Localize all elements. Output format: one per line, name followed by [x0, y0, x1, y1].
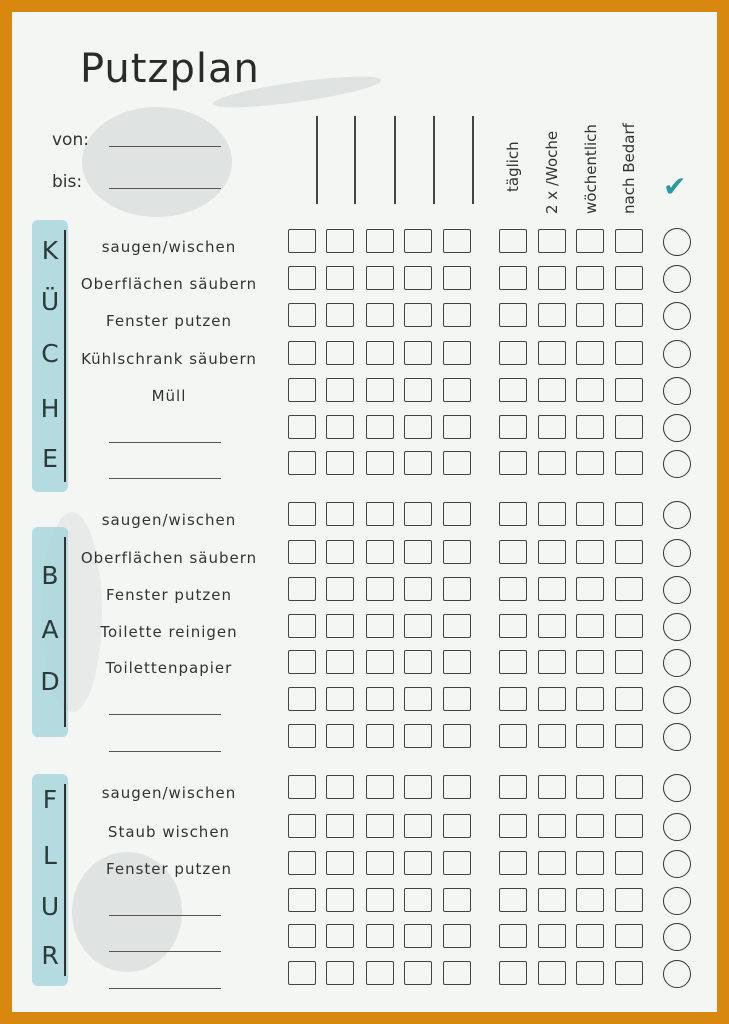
- frequency-checkbox[interactable]: [615, 614, 643, 638]
- date-checkbox[interactable]: [443, 229, 471, 253]
- date-checkbox[interactable]: [404, 341, 432, 365]
- frequency-checkbox[interactable]: [538, 502, 566, 526]
- frequency-checkbox[interactable]: [538, 851, 566, 875]
- task-blank-line[interactable]: [109, 478, 221, 479]
- date-checkbox[interactable]: [288, 303, 316, 327]
- date-checkbox[interactable]: [404, 924, 432, 948]
- from-label: von:: [52, 130, 89, 150]
- frequency-checkbox[interactable]: [538, 378, 566, 402]
- section-letter: D: [40, 667, 60, 696]
- date-checkbox[interactable]: [443, 341, 471, 365]
- date-checkbox[interactable]: [366, 266, 394, 290]
- header-as-needed: nach Bedarf: [620, 123, 638, 214]
- date-checkbox[interactable]: [366, 614, 394, 638]
- date-checkbox[interactable]: [326, 502, 354, 526]
- section-letter: L: [43, 841, 57, 870]
- frequency-checkbox[interactable]: [576, 814, 604, 838]
- frequency-checkbox[interactable]: [576, 341, 604, 365]
- date-column-line[interactable]: [354, 116, 356, 204]
- date-checkbox[interactable]: [326, 687, 354, 711]
- done-circle[interactable]: [663, 923, 691, 951]
- done-circle[interactable]: [663, 850, 691, 878]
- date-checkbox[interactable]: [366, 451, 394, 475]
- frequency-checkbox[interactable]: [615, 961, 643, 985]
- date-checkbox[interactable]: [288, 577, 316, 601]
- task-label: Fenster putzen: [106, 586, 232, 604]
- done-circle[interactable]: [663, 302, 691, 330]
- done-circle[interactable]: [663, 723, 691, 751]
- date-checkbox[interactable]: [404, 687, 432, 711]
- date-checkbox[interactable]: [288, 724, 316, 748]
- date-checkbox[interactable]: [366, 924, 394, 948]
- date-checkbox[interactable]: [326, 415, 354, 439]
- date-checkbox[interactable]: [404, 415, 432, 439]
- page-title: Putzplan: [80, 46, 260, 92]
- frequency-checkbox[interactable]: [576, 687, 604, 711]
- done-circle[interactable]: [663, 539, 691, 567]
- frequency-checkbox[interactable]: [615, 577, 643, 601]
- date-column-line[interactable]: [472, 116, 474, 204]
- date-checkbox[interactable]: [366, 888, 394, 912]
- date-checkbox[interactable]: [288, 614, 316, 638]
- date-checkbox[interactable]: [404, 814, 432, 838]
- date-checkbox[interactable]: [366, 577, 394, 601]
- frequency-checkbox[interactable]: [615, 341, 643, 365]
- frequency-checkbox[interactable]: [499, 415, 527, 439]
- date-checkbox[interactable]: [443, 415, 471, 439]
- date-checkbox[interactable]: [288, 341, 316, 365]
- date-checkbox[interactable]: [366, 775, 394, 799]
- date-checkbox[interactable]: [443, 924, 471, 948]
- date-checkbox[interactable]: [326, 961, 354, 985]
- section-letter: A: [41, 615, 59, 644]
- task-label: Oberflächen säubern: [80, 275, 258, 293]
- done-circle[interactable]: [663, 686, 691, 714]
- frequency-checkbox[interactable]: [576, 378, 604, 402]
- date-checkbox[interactable]: [326, 303, 354, 327]
- date-checkbox[interactable]: [288, 415, 316, 439]
- date-checkbox[interactable]: [288, 851, 316, 875]
- date-column-line[interactable]: [394, 116, 396, 204]
- task-blank-line[interactable]: [109, 751, 221, 752]
- frequency-checkbox[interactable]: [615, 775, 643, 799]
- date-checkbox[interactable]: [326, 888, 354, 912]
- date-checkbox[interactable]: [326, 378, 354, 402]
- date-checkbox[interactable]: [366, 687, 394, 711]
- date-checkbox[interactable]: [326, 724, 354, 748]
- frequency-checkbox[interactable]: [538, 229, 566, 253]
- date-checkbox[interactable]: [366, 650, 394, 674]
- frequency-checkbox[interactable]: [538, 451, 566, 475]
- done-circle[interactable]: [663, 340, 691, 368]
- date-checkbox[interactable]: [404, 851, 432, 875]
- frequency-checkbox[interactable]: [576, 451, 604, 475]
- frequency-checkbox[interactable]: [576, 888, 604, 912]
- done-circle[interactable]: [663, 887, 691, 915]
- date-checkbox[interactable]: [366, 415, 394, 439]
- frequency-checkbox[interactable]: [615, 851, 643, 875]
- date-checkbox[interactable]: [326, 614, 354, 638]
- frequency-checkbox[interactable]: [538, 341, 566, 365]
- date-checkbox[interactable]: [404, 266, 432, 290]
- section-letter: F: [42, 785, 58, 814]
- date-checkbox[interactable]: [443, 724, 471, 748]
- date-checkbox[interactable]: [288, 888, 316, 912]
- date-checkbox[interactable]: [404, 614, 432, 638]
- frequency-checkbox[interactable]: [576, 614, 604, 638]
- done-circle[interactable]: [663, 649, 691, 677]
- frequency-checkbox[interactable]: [576, 266, 604, 290]
- date-checkbox[interactable]: [404, 303, 432, 327]
- frequency-checkbox[interactable]: [538, 540, 566, 564]
- date-checkbox[interactable]: [404, 724, 432, 748]
- frequency-checkbox[interactable]: [576, 303, 604, 327]
- frequency-checkbox[interactable]: [576, 502, 604, 526]
- frequency-checkbox[interactable]: [538, 961, 566, 985]
- task-label: Fenster putzen: [106, 860, 232, 878]
- date-checkbox[interactable]: [443, 961, 471, 985]
- section-letter: H: [40, 394, 60, 423]
- task-label: Müll: [151, 387, 187, 405]
- date-checkbox[interactable]: [404, 650, 432, 674]
- date-checkbox[interactable]: [288, 502, 316, 526]
- done-circle[interactable]: [663, 450, 691, 478]
- date-checkbox[interactable]: [404, 775, 432, 799]
- task-label: Fenster putzen: [106, 312, 232, 330]
- frequency-checkbox[interactable]: [499, 451, 527, 475]
- frequency-checkbox[interactable]: [538, 924, 566, 948]
- frequency-checkbox[interactable]: [538, 775, 566, 799]
- frequency-checkbox[interactable]: [499, 924, 527, 948]
- frequency-checkbox[interactable]: [615, 540, 643, 564]
- date-checkbox[interactable]: [404, 888, 432, 912]
- date-checkbox[interactable]: [288, 775, 316, 799]
- date-checkbox[interactable]: [366, 724, 394, 748]
- date-checkbox[interactable]: [404, 502, 432, 526]
- frequency-checkbox[interactable]: [499, 303, 527, 327]
- frequency-checkbox[interactable]: [576, 540, 604, 564]
- frequency-checkbox[interactable]: [538, 814, 566, 838]
- frequency-checkbox[interactable]: [499, 378, 527, 402]
- date-checkbox[interactable]: [404, 577, 432, 601]
- date-checkbox[interactable]: [366, 814, 394, 838]
- date-checkbox[interactable]: [404, 961, 432, 985]
- task-label: Staub wischen: [107, 823, 231, 841]
- date-checkbox[interactable]: [326, 851, 354, 875]
- date-checkbox[interactable]: [326, 229, 354, 253]
- frequency-checkbox[interactable]: [615, 451, 643, 475]
- frequency-checkbox[interactable]: [576, 851, 604, 875]
- task-label: saugen/wischen: [101, 784, 237, 802]
- section-letter: C: [41, 339, 59, 368]
- header-twice-weekly: 2 x /Woche: [543, 130, 561, 214]
- done-circle[interactable]: [663, 501, 691, 529]
- frequency-checkbox[interactable]: [615, 687, 643, 711]
- frequency-checkbox[interactable]: [499, 961, 527, 985]
- date-checkbox[interactable]: [288, 687, 316, 711]
- date-checkbox[interactable]: [366, 540, 394, 564]
- done-circle[interactable]: [663, 774, 691, 802]
- task-label: Oberflächen säubern: [80, 549, 258, 567]
- date-checkbox[interactable]: [443, 303, 471, 327]
- date-checkbox[interactable]: [366, 303, 394, 327]
- done-circle[interactable]: [663, 265, 691, 293]
- frequency-checkbox[interactable]: [615, 814, 643, 838]
- date-checkbox[interactable]: [443, 775, 471, 799]
- from-field[interactable]: [109, 146, 221, 147]
- frequency-checkbox[interactable]: [615, 415, 643, 439]
- date-checkbox[interactable]: [443, 266, 471, 290]
- date-column-line[interactable]: [316, 116, 318, 204]
- section-letter: Ü: [40, 287, 60, 316]
- section-letter: R: [41, 941, 59, 970]
- date-checkbox[interactable]: [288, 650, 316, 674]
- frequency-checkbox[interactable]: [499, 341, 527, 365]
- date-checkbox[interactable]: [404, 540, 432, 564]
- cleaning-plan-sheet: [12, 12, 717, 1012]
- date-checkbox[interactable]: [288, 924, 316, 948]
- frequency-checkbox[interactable]: [499, 724, 527, 748]
- frequency-checkbox[interactable]: [576, 924, 604, 948]
- date-checkbox[interactable]: [443, 650, 471, 674]
- date-checkbox[interactable]: [366, 229, 394, 253]
- done-circle[interactable]: [663, 960, 691, 988]
- date-checkbox[interactable]: [443, 814, 471, 838]
- date-checkbox[interactable]: [443, 577, 471, 601]
- date-checkbox[interactable]: [366, 502, 394, 526]
- date-checkbox[interactable]: [326, 451, 354, 475]
- date-checkbox[interactable]: [366, 341, 394, 365]
- frequency-checkbox[interactable]: [499, 650, 527, 674]
- section-letter: K: [41, 236, 59, 265]
- date-checkbox[interactable]: [326, 341, 354, 365]
- frequency-checkbox[interactable]: [499, 577, 527, 601]
- frequency-checkbox[interactable]: [615, 924, 643, 948]
- task-blank-line[interactable]: [109, 915, 221, 916]
- frequency-checkbox[interactable]: [538, 888, 566, 912]
- date-checkbox[interactable]: [404, 451, 432, 475]
- to-label: bis:: [52, 172, 83, 192]
- frequency-checkbox[interactable]: [499, 814, 527, 838]
- date-checkbox[interactable]: [288, 540, 316, 564]
- date-checkbox[interactable]: [443, 540, 471, 564]
- date-checkbox[interactable]: [404, 378, 432, 402]
- frequency-checkbox[interactable]: [499, 687, 527, 711]
- frequency-checkbox[interactable]: [576, 577, 604, 601]
- date-checkbox[interactable]: [288, 266, 316, 290]
- date-checkbox[interactable]: [288, 229, 316, 253]
- task-label: Kühlschrank säubern: [81, 350, 257, 368]
- date-checkbox[interactable]: [326, 814, 354, 838]
- frequency-checkbox[interactable]: [576, 415, 604, 439]
- frequency-checkbox[interactable]: [615, 266, 643, 290]
- date-checkbox[interactable]: [288, 378, 316, 402]
- task-label: saugen/wischen: [101, 511, 237, 529]
- section-letter: B: [41, 561, 59, 590]
- section-divider: [64, 230, 66, 482]
- frequency-checkbox[interactable]: [499, 229, 527, 253]
- done-circle[interactable]: [663, 414, 691, 442]
- frequency-checkbox[interactable]: [576, 961, 604, 985]
- frequency-checkbox[interactable]: [538, 650, 566, 674]
- frequency-checkbox[interactable]: [499, 775, 527, 799]
- task-blank-line[interactable]: [109, 442, 221, 443]
- task-label: Toilettenpapier: [105, 659, 233, 677]
- frequency-checkbox[interactable]: [576, 229, 604, 253]
- date-checkbox[interactable]: [288, 961, 316, 985]
- date-checkbox[interactable]: [288, 451, 316, 475]
- date-checkbox[interactable]: [443, 687, 471, 711]
- date-checkbox[interactable]: [288, 814, 316, 838]
- date-checkbox[interactable]: [366, 851, 394, 875]
- date-checkbox[interactable]: [326, 924, 354, 948]
- done-circle[interactable]: [663, 613, 691, 641]
- frequency-checkbox[interactable]: [499, 502, 527, 526]
- date-checkbox[interactable]: [326, 577, 354, 601]
- task-blank-line[interactable]: [109, 714, 221, 715]
- done-circle[interactable]: [663, 228, 691, 256]
- task-blank-line[interactable]: [109, 988, 221, 989]
- section-letter: U: [40, 892, 60, 921]
- frequency-checkbox[interactable]: [538, 266, 566, 290]
- date-checkbox[interactable]: [326, 775, 354, 799]
- frequency-checkbox[interactable]: [538, 687, 566, 711]
- frequency-checkbox[interactable]: [499, 851, 527, 875]
- frequency-checkbox[interactable]: [615, 888, 643, 912]
- frequency-checkbox[interactable]: [538, 415, 566, 439]
- frequency-checkbox[interactable]: [615, 650, 643, 674]
- task-label: saugen/wischen: [101, 238, 237, 256]
- frequency-checkbox[interactable]: [615, 724, 643, 748]
- header-weekly: wöchentlich: [582, 124, 600, 214]
- section-letter: E: [42, 444, 58, 473]
- frequency-checkbox[interactable]: [576, 775, 604, 799]
- frequency-checkbox[interactable]: [538, 614, 566, 638]
- date-checkbox[interactable]: [404, 229, 432, 253]
- date-checkbox[interactable]: [366, 378, 394, 402]
- frequency-checkbox[interactable]: [499, 614, 527, 638]
- done-circle[interactable]: [663, 377, 691, 405]
- task-blank-line[interactable]: [109, 951, 221, 952]
- done-circle[interactable]: [663, 576, 691, 604]
- frequency-checkbox[interactable]: [538, 577, 566, 601]
- frequency-checkbox[interactable]: [499, 540, 527, 564]
- frequency-checkbox[interactable]: [576, 650, 604, 674]
- date-checkbox[interactable]: [326, 266, 354, 290]
- header-daily: täglich: [504, 141, 522, 192]
- date-checkbox[interactable]: [443, 502, 471, 526]
- date-checkbox[interactable]: [443, 851, 471, 875]
- section-divider: [64, 537, 66, 727]
- done-circle[interactable]: [663, 813, 691, 841]
- date-checkbox[interactable]: [443, 378, 471, 402]
- section-divider: [64, 784, 66, 976]
- frequency-checkbox[interactable]: [615, 303, 643, 327]
- checkmark-icon: ✔: [663, 170, 687, 203]
- date-checkbox[interactable]: [326, 650, 354, 674]
- frequency-checkbox[interactable]: [615, 229, 643, 253]
- frequency-checkbox[interactable]: [615, 378, 643, 402]
- frequency-checkbox[interactable]: [538, 303, 566, 327]
- frequency-checkbox[interactable]: [499, 266, 527, 290]
- frequency-checkbox[interactable]: [538, 724, 566, 748]
- date-checkbox[interactable]: [443, 451, 471, 475]
- date-checkbox[interactable]: [326, 540, 354, 564]
- date-column-line[interactable]: [433, 116, 435, 204]
- date-checkbox[interactable]: [443, 888, 471, 912]
- frequency-checkbox[interactable]: [576, 724, 604, 748]
- task-label: Toilette reinigen: [100, 623, 238, 641]
- frequency-checkbox[interactable]: [615, 502, 643, 526]
- frequency-checkbox[interactable]: [499, 888, 527, 912]
- to-field[interactable]: [109, 188, 221, 189]
- date-checkbox[interactable]: [366, 961, 394, 985]
- date-checkbox[interactable]: [443, 614, 471, 638]
